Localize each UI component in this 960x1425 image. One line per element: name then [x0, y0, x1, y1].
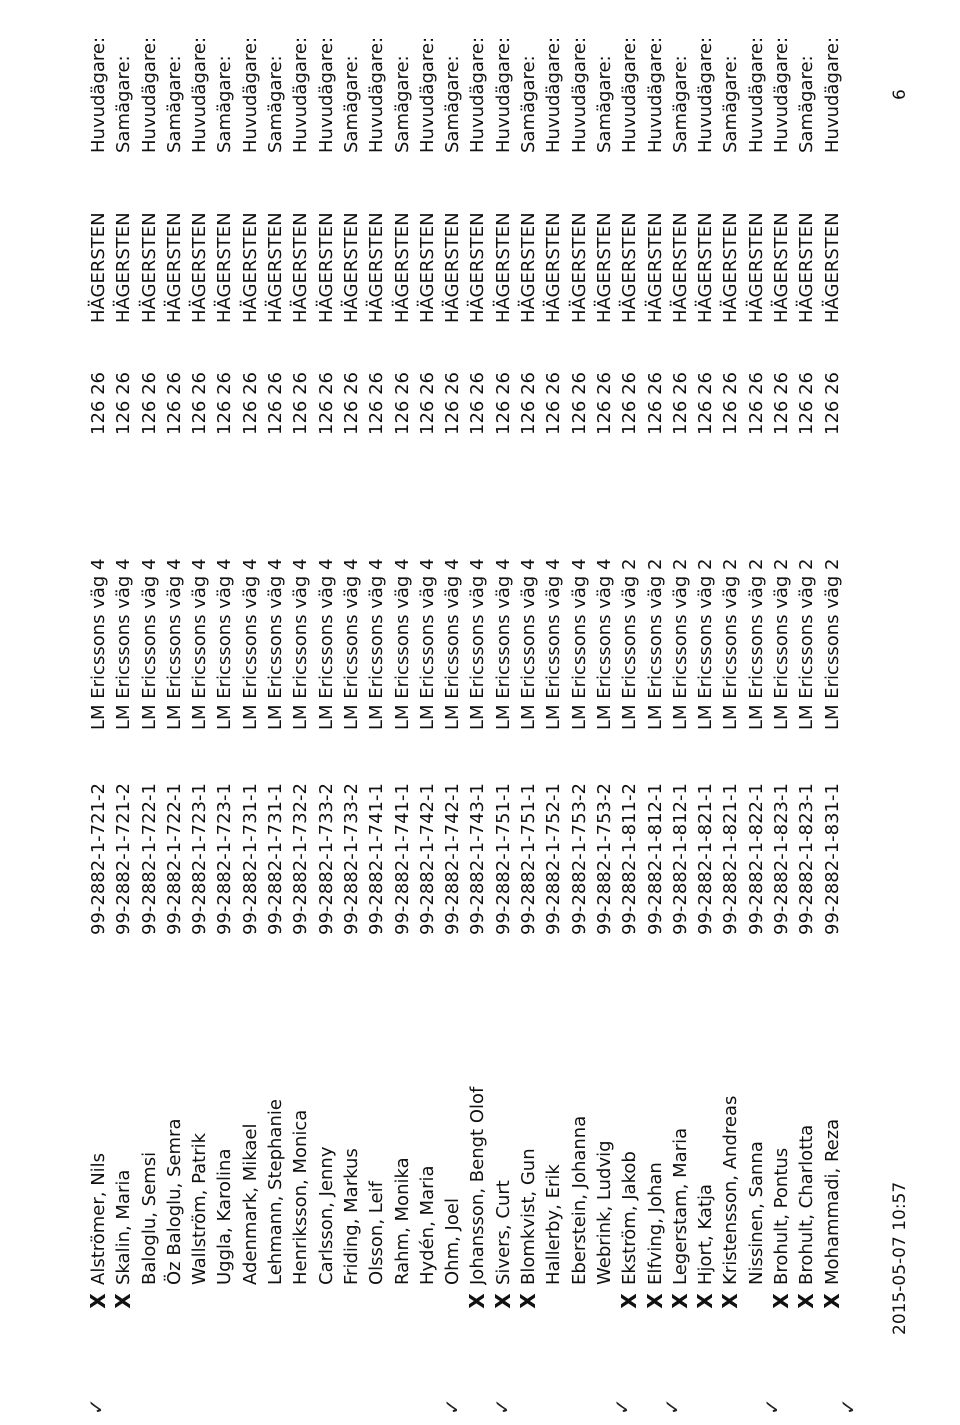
- list-item: [465, 36, 490, 1309]
- owner-role: Samägare:: [163, 55, 185, 153]
- list-item: [415, 36, 440, 1285]
- owner-role: Huvudägare:: [239, 36, 261, 153]
- owner-name: Elfving, Johan: [644, 1162, 666, 1285]
- owner-role: Samägare:: [442, 55, 464, 153]
- owner-mark-icon: X: [667, 1293, 692, 1309]
- handwritten-tick-icon: ✓: [660, 1398, 684, 1415]
- list-item: [162, 55, 187, 1285]
- street-address: LM Ericssons väg 4: [214, 558, 236, 730]
- owner-role: Samägare:: [720, 55, 742, 153]
- postal-code: 126 26: [492, 372, 514, 435]
- owner-name: Ekström, Jakob: [619, 1151, 641, 1285]
- owner-mark-icon: X: [86, 1293, 110, 1309]
- list-item: [617, 36, 642, 1309]
- owner-role: Huvudägare:: [467, 36, 489, 153]
- postal-code: 126 26: [771, 372, 793, 435]
- postal-code: 126 26: [467, 372, 489, 435]
- city: HÄGERSTEN: [265, 212, 287, 323]
- list-item: [187, 36, 212, 1285]
- page-number: 6: [890, 89, 910, 100]
- city: HÄGERSTEN: [239, 212, 261, 323]
- city: HÄGERSTEN: [745, 212, 767, 323]
- property-id: 99-2882-1-721-2: [88, 783, 109, 935]
- city: HÄGERSTEN: [315, 212, 337, 323]
- owner-name: Öz Baloglu, Semra: [163, 1118, 185, 1285]
- city: HÄGERSTEN: [669, 212, 691, 323]
- property-id: 99-2882-1-723-1: [214, 783, 236, 935]
- list-item: [339, 55, 364, 1285]
- postal-code: 126 26: [720, 372, 742, 435]
- street-address: LM Ericssons väg 2: [695, 558, 717, 730]
- street-address: LM Ericssons väg 4: [265, 558, 287, 730]
- owner-role: Huvudägare:: [619, 36, 641, 153]
- owner-role: Huvudägare:: [416, 36, 438, 153]
- property-id: 99-2882-1-741-1: [391, 783, 413, 935]
- street-address: LM Ericssons väg 2: [720, 558, 742, 730]
- postal-code: 126 26: [340, 372, 362, 435]
- property-id: 99-2882-1-721-2: [113, 783, 135, 935]
- street-address: LM Ericssons väg 4: [366, 558, 388, 730]
- property-id: 99-2882-1-812-1: [669, 783, 691, 935]
- postal-code: 126 26: [391, 372, 413, 435]
- postal-code: 126 26: [113, 372, 135, 435]
- postal-code: 126 26: [644, 372, 666, 435]
- owner-name: Mohammadi, Reza: [821, 1118, 843, 1285]
- street-address: LM Ericssons väg 4: [568, 558, 590, 730]
- property-id: 99-2882-1-722-1: [163, 783, 185, 935]
- list-item: [314, 36, 339, 1285]
- street-address: LM Ericssons väg 4: [138, 558, 160, 730]
- handwritten-tick-icon: ✓: [490, 1398, 514, 1415]
- property-id: 99-2882-1-823-1: [796, 783, 818, 935]
- street-address: LM Ericssons väg 2: [644, 558, 666, 730]
- street-address: LM Ericssons väg 4: [239, 558, 261, 730]
- city: HÄGERSTEN: [518, 212, 540, 323]
- owner-role: Samägare:: [265, 55, 287, 153]
- owner-name: Eberstein, Johanna: [568, 1115, 590, 1285]
- list-item: [667, 55, 693, 1309]
- list-item: [490, 36, 516, 1309]
- owner-name: Sivers, Curt: [492, 1180, 514, 1285]
- postal-code: 126 26: [745, 372, 767, 435]
- street-address: LM Ericssons väg 2: [821, 558, 843, 730]
- property-id: 99-2882-1-821-1: [695, 783, 717, 935]
- owner-role: Huvudägare:: [88, 36, 109, 153]
- postal-code: 126 26: [214, 372, 236, 435]
- street-address: LM Ericssons väg 2: [745, 558, 767, 730]
- postal-code: 126 26: [442, 372, 464, 435]
- list-item: [111, 55, 136, 1309]
- owner-name: Brohult, Charlotta: [796, 1124, 818, 1285]
- postal-code: 126 26: [315, 372, 337, 435]
- owner-mark-icon: X: [794, 1293, 819, 1309]
- postal-code: 126 26: [88, 372, 109, 435]
- owner-role: Huvudägare:: [366, 36, 388, 153]
- list-item: [364, 36, 389, 1285]
- list-item: [212, 55, 237, 1285]
- owner-role: Huvudägare:: [543, 36, 565, 153]
- postal-code: 126 26: [695, 372, 717, 435]
- property-id: 99-2882-1-753-2: [593, 783, 615, 935]
- city: HÄGERSTEN: [138, 212, 160, 323]
- postal-code: 126 26: [189, 372, 211, 435]
- list-item: [440, 55, 465, 1285]
- owner-name: Wallström, Patrik: [189, 1132, 211, 1285]
- owner-name: Hjort, Katja: [695, 1183, 717, 1285]
- list-item: [693, 36, 718, 1309]
- handwritten-tick-icon: ✓: [84, 1398, 108, 1415]
- property-id: 99-2882-1-752-1: [543, 783, 565, 935]
- owner-role: Huvudägare:: [138, 36, 160, 153]
- owner-role: Huvudägare:: [771, 36, 793, 153]
- postal-code: 126 26: [619, 372, 641, 435]
- postal-code: 126 26: [265, 372, 287, 435]
- city: HÄGERSTEN: [391, 212, 413, 323]
- street-address: LM Ericssons väg 4: [416, 558, 438, 730]
- city: HÄGERSTEN: [189, 212, 211, 323]
- street-address: LM Ericssons väg 4: [189, 558, 211, 730]
- street-address: LM Ericssons väg 4: [163, 558, 185, 730]
- handwritten-tick-icon: ✓: [760, 1398, 784, 1415]
- street-address: LM Ericssons väg 4: [543, 558, 565, 730]
- postal-code: 126 26: [796, 372, 818, 435]
- owner-name: Henriksson, Monica: [290, 1109, 312, 1285]
- city: HÄGERSTEN: [467, 212, 489, 323]
- list-item: [390, 55, 415, 1285]
- owner-mark-icon: X: [617, 1293, 642, 1309]
- property-id: 99-2882-1-821-1: [720, 783, 742, 935]
- list-item: [86, 36, 111, 1309]
- owner-role: Huvudägare:: [492, 36, 514, 153]
- owner-role: Samägare:: [593, 55, 615, 153]
- owner-role: Huvudägare:: [821, 36, 843, 153]
- city: HÄGERSTEN: [366, 212, 388, 323]
- city: HÄGERSTEN: [771, 212, 793, 323]
- street-address: LM Ericssons väg 2: [669, 558, 691, 730]
- city: HÄGERSTEN: [695, 212, 717, 323]
- handwritten-tick-icon: ✓: [836, 1398, 860, 1415]
- owner-role: Huvudägare:: [644, 36, 666, 153]
- street-address: LM Ericssons väg 4: [290, 558, 312, 730]
- owner-name: Friding, Markus: [340, 1148, 362, 1285]
- owner-mark-icon: X: [693, 1293, 718, 1309]
- city: HÄGERSTEN: [214, 212, 236, 323]
- property-id: 99-2882-1-741-1: [366, 783, 388, 935]
- city: HÄGERSTEN: [619, 212, 641, 323]
- list-item: [718, 55, 743, 1309]
- postal-code: 126 26: [821, 372, 843, 435]
- postal-code: 126 26: [416, 372, 438, 435]
- city: HÄGERSTEN: [163, 212, 185, 323]
- property-id: 99-2882-1-733-2: [315, 783, 337, 935]
- property-id: 99-2882-1-742-1: [442, 783, 464, 935]
- street-address: LM Ericssons väg 2: [796, 558, 818, 730]
- postal-code: 126 26: [593, 372, 615, 435]
- city: HÄGERSTEN: [568, 212, 590, 323]
- owner-name: Nissinen, Sanna: [745, 1141, 767, 1285]
- owner-name: Skalin, Maria: [113, 1169, 135, 1285]
- city: HÄGERSTEN: [543, 212, 565, 323]
- list-item: [642, 36, 668, 1309]
- street-address: LM Ericssons väg 4: [518, 558, 540, 730]
- property-id: 99-2882-1-743-1: [467, 783, 489, 935]
- street-address: LM Ericssons väg 4: [391, 558, 413, 730]
- owner-list: [86, 36, 845, 1309]
- list-item: [288, 36, 313, 1285]
- postal-code: 126 26: [518, 372, 540, 435]
- list-item: [592, 55, 617, 1285]
- postal-code: 126 26: [290, 372, 312, 435]
- city: HÄGERSTEN: [340, 212, 362, 323]
- owner-role: Samägare:: [518, 55, 540, 153]
- owner-name: Adenmark, Mikael: [239, 1123, 261, 1285]
- street-address: LM Ericssons väg 4: [593, 558, 615, 730]
- city: HÄGERSTEN: [796, 212, 818, 323]
- list-item: [819, 36, 845, 1309]
- street-address: LM Ericssons väg 4: [340, 558, 362, 730]
- owner-mark-icon: X: [516, 1293, 541, 1309]
- street-address: LM Ericssons väg 4: [467, 558, 489, 730]
- postal-code: 126 26: [239, 372, 261, 435]
- postal-code: 126 26: [138, 372, 160, 435]
- owner-name: Hydén, Maria: [416, 1165, 438, 1285]
- property-id: 99-2882-1-831-1: [821, 783, 843, 935]
- list-item: [238, 36, 263, 1285]
- property-id: 99-2882-1-822-1: [745, 783, 767, 935]
- owner-role: Huvudägare:: [189, 36, 211, 153]
- owner-mark-icon: X: [490, 1293, 515, 1309]
- owner-mark-icon: X: [819, 1293, 844, 1309]
- owner-mark-icon: X: [718, 1293, 743, 1309]
- owner-name: Carlsson, Jenny: [315, 1146, 337, 1285]
- street-address: LM Ericssons väg 2: [771, 558, 793, 730]
- postal-code: 126 26: [366, 372, 388, 435]
- owner-role: Samägare:: [669, 55, 691, 153]
- postal-code: 126 26: [163, 372, 185, 435]
- city: HÄGERSTEN: [416, 212, 438, 323]
- owner-name: Legerstam, Maria: [669, 1127, 691, 1285]
- owner-mark-icon: X: [642, 1293, 667, 1309]
- owner-name: Olsson, Leif: [366, 1181, 388, 1285]
- owner-role: Samägare:: [340, 55, 362, 153]
- owner-role: Samägare:: [113, 55, 135, 153]
- city: HÄGERSTEN: [442, 212, 464, 323]
- owner-name: Johansson, Bengt Olof: [467, 1086, 489, 1285]
- owner-name: Hallerby, Erik: [543, 1164, 565, 1285]
- handwritten-tick-icon: ✓: [440, 1398, 464, 1415]
- list-item: [137, 36, 162, 1285]
- property-id: 99-2882-1-732-2: [290, 783, 312, 935]
- city: HÄGERSTEN: [593, 212, 615, 323]
- owner-name: Rahm, Monika: [391, 1157, 413, 1285]
- list-item: [794, 55, 819, 1309]
- owner-mark-icon: X: [111, 1293, 136, 1309]
- owner-role: Samägare:: [796, 55, 818, 153]
- property-id: 99-2882-1-751-1: [492, 783, 514, 935]
- city: HÄGERSTEN: [492, 212, 514, 323]
- owner-mark-icon: X: [769, 1293, 794, 1309]
- postal-code: 126 26: [669, 372, 691, 435]
- property-id: 99-2882-1-731-1: [265, 783, 287, 935]
- owner-name: Brohult, Pontus: [771, 1147, 793, 1285]
- street-address: LM Ericssons väg 4: [442, 558, 464, 730]
- owner-name: Blomkvist, Gun: [518, 1148, 540, 1285]
- owner-name: Alströmer, Nils: [88, 1152, 109, 1285]
- property-id: 99-2882-1-753-2: [568, 783, 590, 935]
- owner-name: Ohm, Joel: [442, 1198, 464, 1285]
- owner-name: Lehmann, Stephanie: [265, 1099, 287, 1285]
- street-address: LM Ericssons väg 2: [619, 558, 641, 730]
- city: HÄGERSTEN: [821, 212, 843, 323]
- city: HÄGERSTEN: [720, 212, 742, 323]
- property-id: 99-2882-1-722-1: [138, 783, 160, 935]
- property-id: 99-2882-1-742-1: [416, 783, 438, 935]
- handwritten-tick-icon: ✓: [610, 1398, 634, 1415]
- city: HÄGERSTEN: [88, 212, 109, 323]
- list-item: [769, 36, 794, 1309]
- owner-role: Samägare:: [391, 55, 413, 153]
- city: HÄGERSTEN: [644, 212, 666, 323]
- property-id: 99-2882-1-723-1: [189, 783, 211, 935]
- postal-code: 126 26: [543, 372, 565, 435]
- city: HÄGERSTEN: [113, 212, 135, 323]
- city: HÄGERSTEN: [290, 212, 312, 323]
- property-id: 99-2882-1-812-1: [644, 783, 666, 935]
- property-id: 99-2882-1-811-2: [619, 783, 641, 935]
- owner-mark-icon: X: [465, 1293, 490, 1309]
- list-item: [263, 55, 288, 1285]
- property-id: 99-2882-1-731-1: [239, 783, 261, 935]
- street-address: LM Ericssons väg 4: [315, 558, 337, 730]
- street-address: LM Ericssons väg 4: [492, 558, 514, 730]
- owner-role: Samägare:: [214, 55, 236, 153]
- owner-name: Webrink, Ludvig: [593, 1140, 615, 1285]
- owner-role: Huvudägare:: [290, 36, 312, 153]
- street-address: LM Ericssons väg 4: [88, 558, 109, 730]
- owner-role: Huvudägare:: [315, 36, 337, 153]
- print-timestamp: 2015-05-07 10:57: [890, 1181, 910, 1335]
- list-item: [516, 55, 541, 1309]
- property-id: 99-2882-1-751-1: [518, 783, 540, 935]
- owner-role: Huvudägare:: [745, 36, 767, 153]
- list-item: [744, 36, 769, 1285]
- list-item: [541, 36, 566, 1285]
- owner-name: Uggla, Karolina: [214, 1148, 236, 1285]
- property-id: 99-2882-1-823-1: [771, 783, 793, 935]
- owner-name: Baloglu, Semsi: [138, 1151, 160, 1285]
- owner-role: Huvudägare:: [568, 36, 590, 153]
- owner-name: Kristensson, Andreas: [720, 1095, 742, 1285]
- list-item: [567, 36, 592, 1285]
- property-id: 99-2882-1-733-2: [340, 783, 362, 935]
- street-address: LM Ericssons väg 4: [113, 558, 135, 730]
- postal-code: 126 26: [568, 372, 590, 435]
- owner-role: Huvudägare:: [695, 36, 717, 153]
